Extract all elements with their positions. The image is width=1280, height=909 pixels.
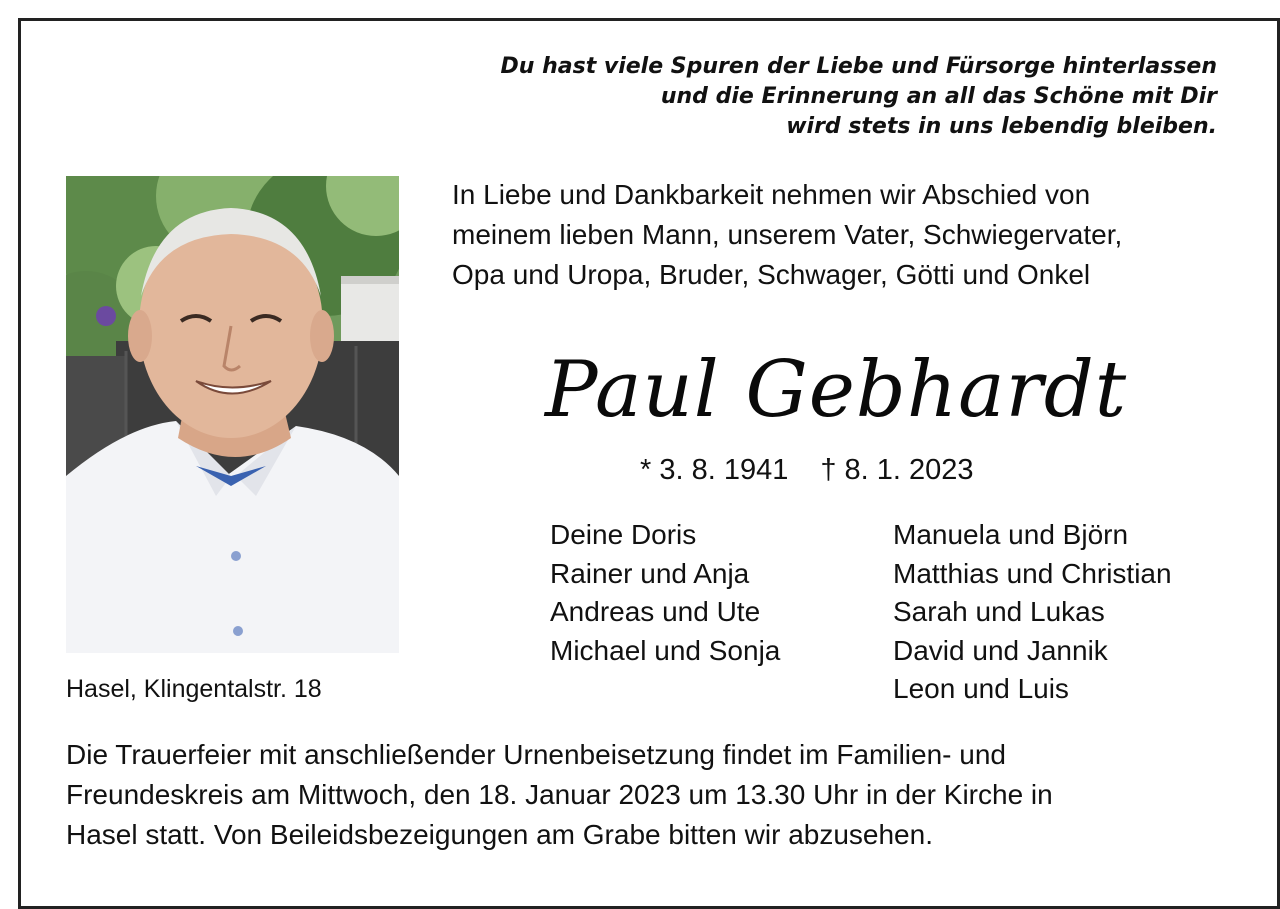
family-member: Rainer und Anja: [550, 557, 750, 589]
life-dates: [640, 450, 1080, 490]
motto-line: wird stets in uns lebendig bleiben.: [786, 114, 1217, 139]
intro-line: meinem lieben Mann, unserem Vater, Schwiegervater,: [452, 219, 1123, 250]
death-date: † 8. 1. 2023: [820, 454, 974, 486]
motto-quote: [397, 52, 1217, 142]
motto-line: und die Erinnerung an all das Schöne mit Dir: [660, 84, 1217, 109]
family-member: Matthias und Christian: [893, 557, 1172, 589]
motto-line: Du hast viele Spuren der Liebe und Fürsorge hinterlassen: [500, 54, 1217, 79]
intro-line: In Liebe und Dankbarkeit nehmen wir Abschied von: [452, 179, 1091, 210]
family-member: Leon und Luis: [893, 673, 1069, 704]
family-member: Deine Doris: [550, 519, 697, 550]
family-member: Sarah und Lukas: [893, 596, 1105, 627]
family-member: Andreas und Ute: [550, 596, 761, 627]
portrait-photo: [66, 176, 399, 653]
intro-text: [452, 175, 1232, 295]
family-list-left: [550, 516, 870, 670]
family-list-right: [893, 516, 1233, 709]
address: Hasel, Klingentalstr. 18: [66, 675, 322, 703]
service-line: Die Trauerfeier mit anschließender Urnenbeisetzung findet im Familien- und: [66, 739, 1006, 770]
deceased-name: Paul Gebhardt: [545, 345, 1128, 435]
service-notice: [66, 735, 1226, 855]
family-member: David und Jannik: [893, 634, 1108, 666]
birth-date: * 3. 8. 1941: [640, 454, 789, 486]
service-line: Hasel statt. Von Beileidsbezeigungen am Grabe bitten wir abzusehen.: [66, 819, 933, 850]
intro-line: Opa und Uropa, Bruder, Schwager, Götti und Onkel: [452, 259, 1091, 290]
family-member: Manuela und Björn: [893, 519, 1129, 550]
family-member: Michael und Sonja: [550, 634, 781, 666]
service-line: Freundeskreis am Mittwoch, den 18. Januar 2023 um 13.30 Uhr in der Kirche in: [66, 779, 1053, 810]
